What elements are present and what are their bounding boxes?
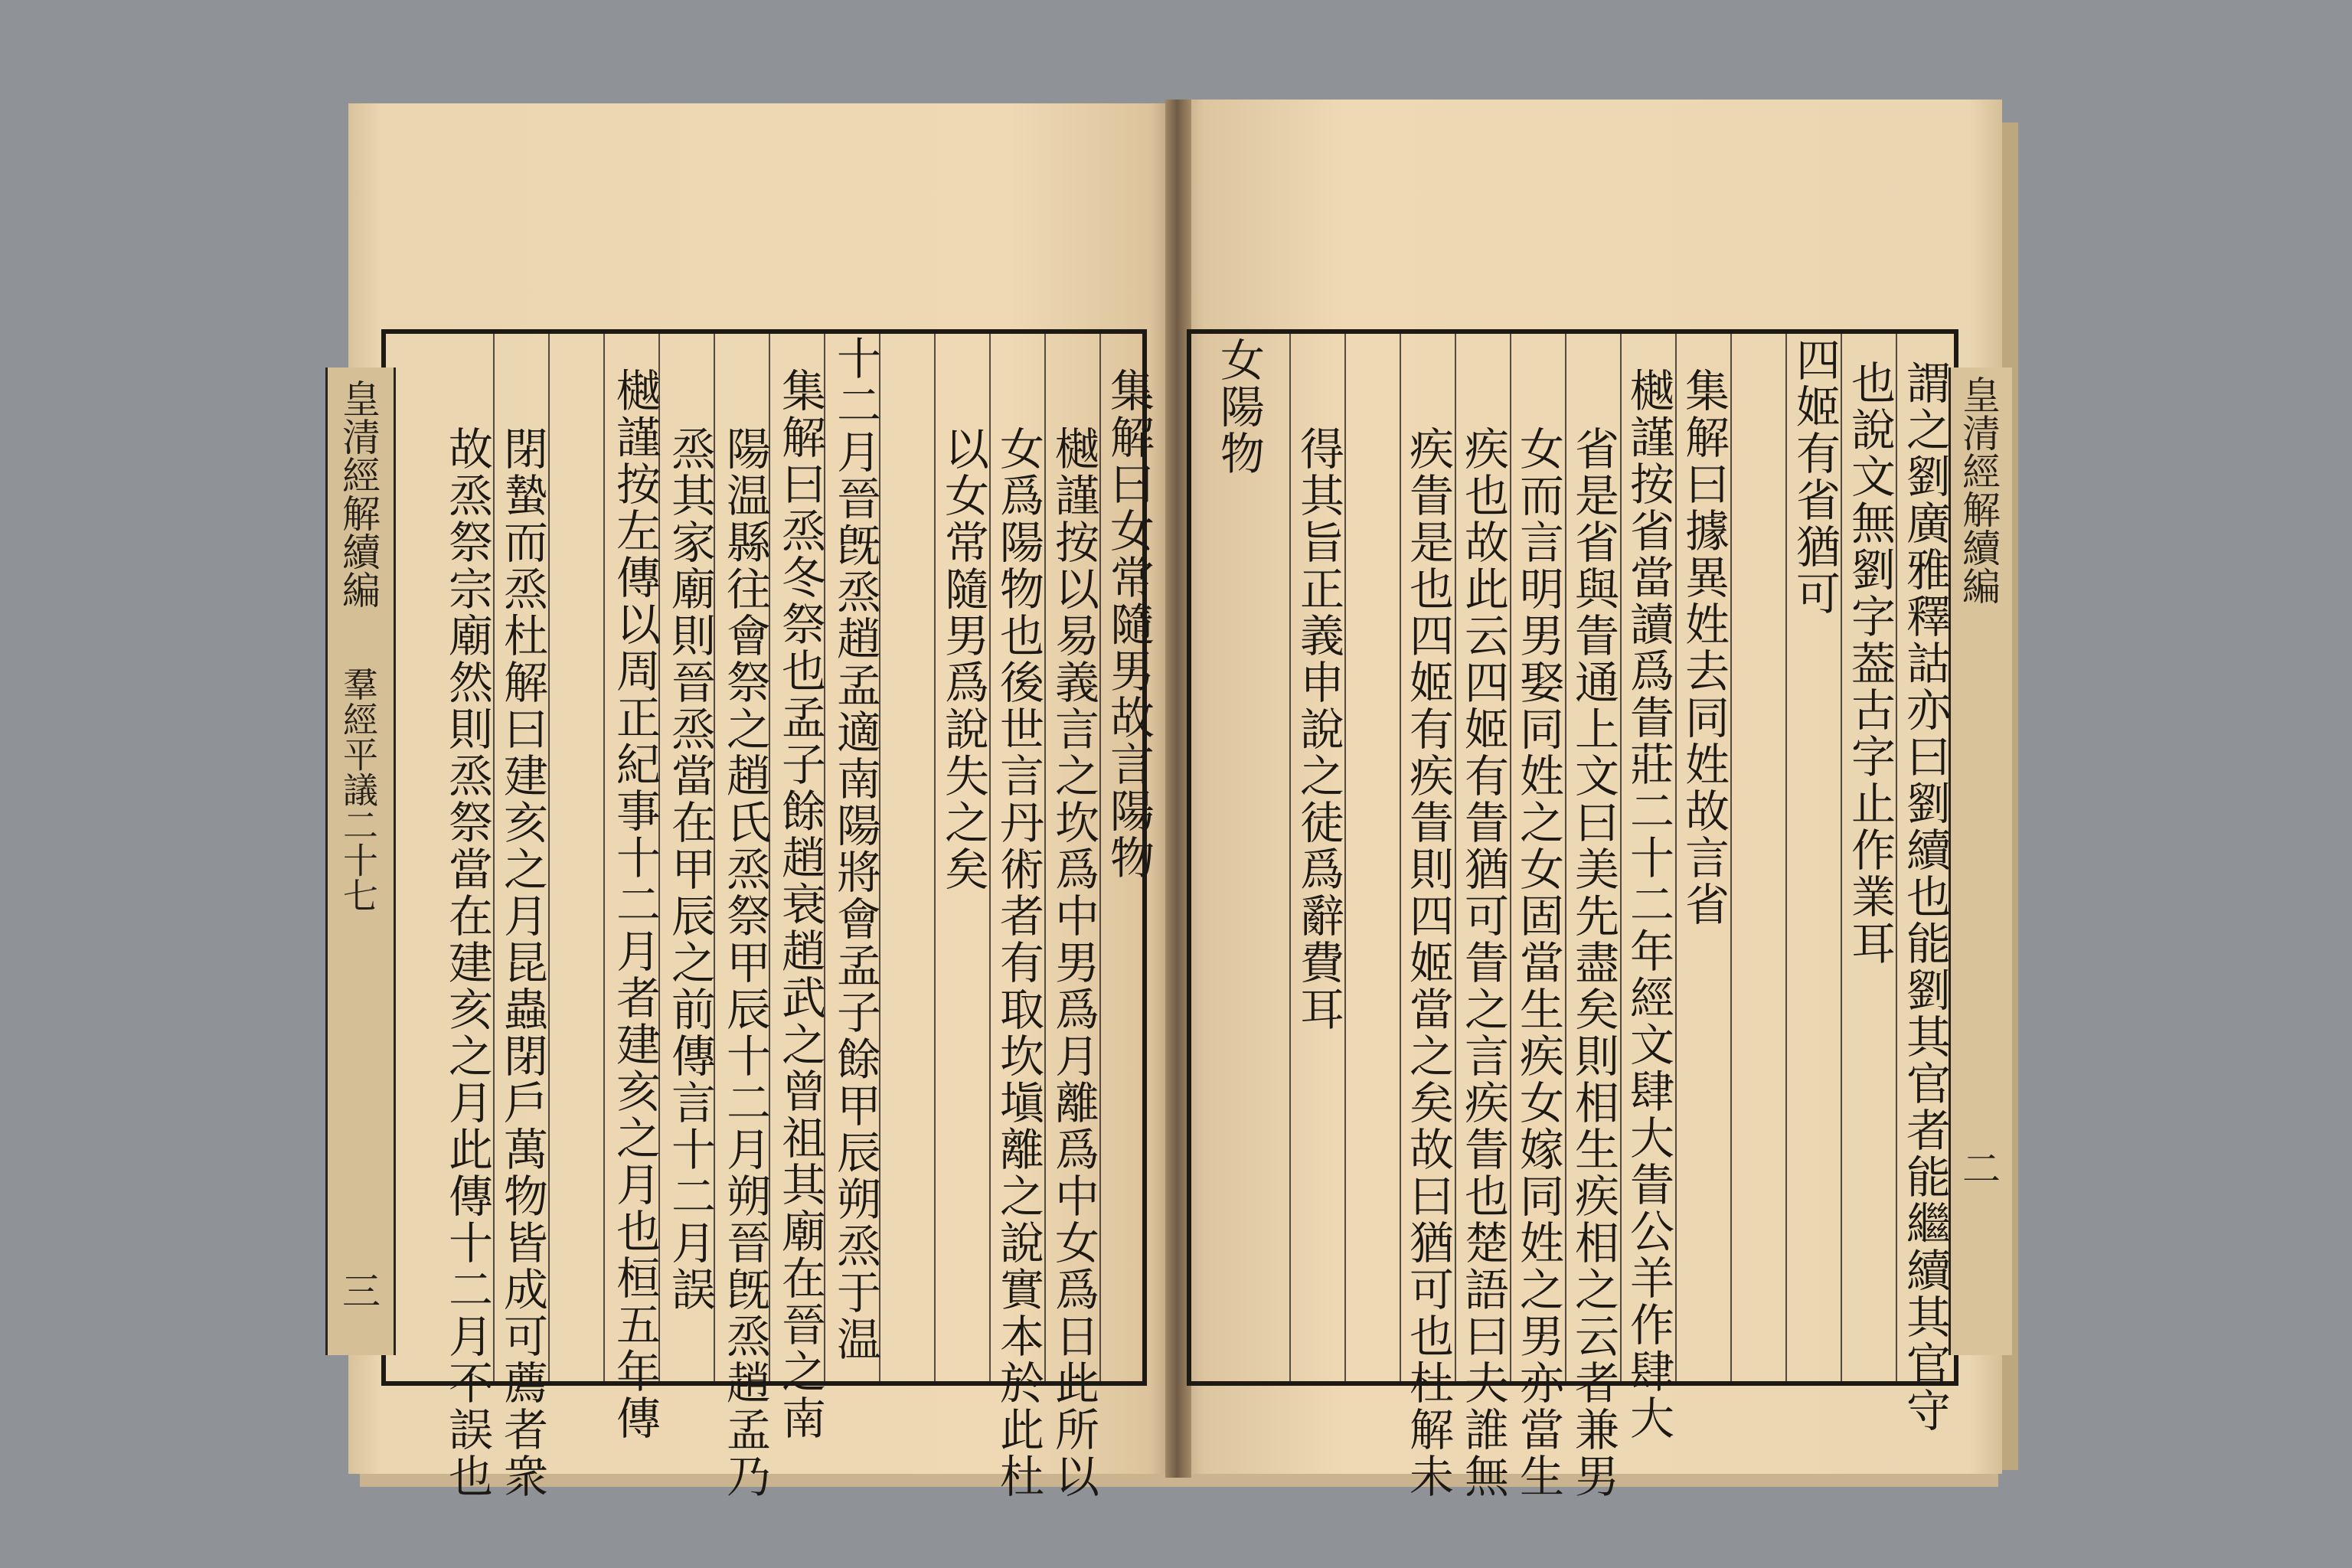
left-text-column: 集解曰烝冬祭也孟子餘趙衰趙武之曾祖其廟在晉之南 bbox=[774, 368, 826, 1442]
right-text-column: 得其旨正義申說之徒爲辭費耳 bbox=[1292, 426, 1344, 1033]
right-text-column: 謂之劉廣雅釋詁亦曰劉續也能劉其官者能繼續其官守 bbox=[1899, 360, 1951, 1434]
right-header-title: 皇清經解續編 bbox=[1956, 375, 2001, 605]
left-text-column: 烝其家廟則晉烝當在甲辰之前傳言十二月誤 bbox=[664, 426, 716, 1313]
left-rule bbox=[934, 334, 936, 1381]
right-text-column: 集解曰據異姓去同姓故言省 bbox=[1677, 368, 1730, 928]
left-text-column: 集解曰女常隨男故言陽物 bbox=[1102, 368, 1155, 881]
left-text-column: 陽温縣往會祭之趙氏烝祭甲辰十二月朔晉旣烝趙孟乃 bbox=[719, 426, 771, 1500]
left-text-column: 樾謹按以易義言之坎爲中男爲月離爲中女爲日此所以 bbox=[1047, 426, 1099, 1500]
right-text-column: 女而言明男娶同姓之女固當生疾女嫁同姓之男亦當生 bbox=[1512, 426, 1564, 1500]
right-text-column: 疾也故此云四姬有眚猶可眚之言疾眚也楚語曰夫誰無 bbox=[1457, 426, 1509, 1500]
right-text-column: 疾眚是也四姬有疾眚則四姬當之矣故曰猶可也杜解未 bbox=[1402, 426, 1454, 1500]
right-text-column: 四姬有省猶可 bbox=[1788, 337, 1841, 617]
right-rule bbox=[1785, 334, 1787, 1381]
left-text-column: 故烝祭宗廟然則烝祭當在建亥之月此傳十二月不誤也 bbox=[441, 426, 493, 1500]
left-section-label: 羣經平議二十七 bbox=[338, 666, 379, 913]
left-rule bbox=[603, 334, 605, 1381]
left-text-column: 閉蟄而烝杜解曰建亥之月昆蟲閉戶萬物皆成可薦者衆 bbox=[496, 426, 548, 1500]
left-text-column: 樾謹按左傳以周正紀事十二月者建亥之月也桓五年傳 bbox=[609, 368, 661, 1442]
left-text-column: 女爲陽物也後世言丹術者有取坎塡離之說實本於此杜 bbox=[992, 426, 1044, 1500]
left-leaf-number: 三 bbox=[336, 1271, 381, 1309]
right-leaf-number: 二 bbox=[1956, 1148, 2001, 1187]
right-text-column: 省是省與眚通上文曰美先盡矣則相生疾相之云者兼男 bbox=[1567, 426, 1619, 1500]
right-rule bbox=[1730, 334, 1732, 1381]
right-rule bbox=[1289, 334, 1291, 1381]
left-header-title: 皇清經解續編 bbox=[336, 379, 381, 609]
right-text-column: 樾謹按省當讀爲眚莊二十二年經文肆大眚公羊作肆大 bbox=[1622, 368, 1674, 1442]
right-text-column: 女陽物 bbox=[1213, 337, 1265, 477]
left-text-column: 以女常隨男爲說失之矣 bbox=[937, 426, 989, 893]
right-text-column: 也說文無劉字葢古字止作業耳 bbox=[1844, 360, 1896, 967]
left-text-column: 十二月晉旣烝趙孟適南陽將會孟子餘甲辰朔烝于温 bbox=[829, 335, 881, 1363]
